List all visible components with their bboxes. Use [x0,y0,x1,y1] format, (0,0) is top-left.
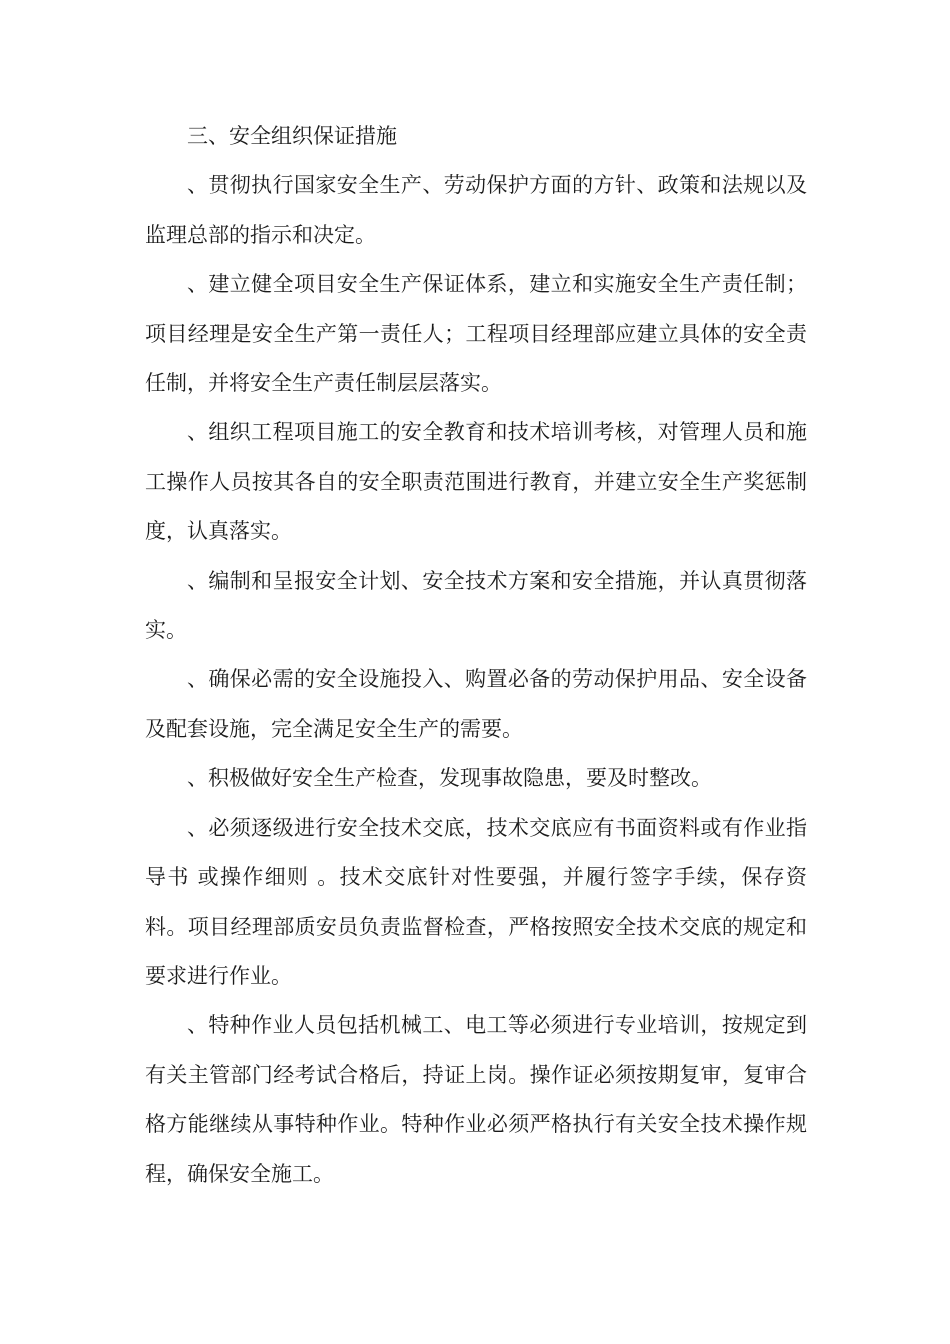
paragraph-7: 、必须逐级进行安全技术交底，技术交底应有书面资料或有作业指导书 或操作细则 。技术交底针对性要强，并履行签字手续，保存资料。项目经理部质安员负责监督检查，严格按照安全技术交底的规定和要求进行作业。 [145,815,807,988]
paragraph-1: 、贯彻执行国家安全生产、劳动保护方面的方针、政策和法规以及监理总部的指示和决定。 [145,173,807,247]
paragraph-5: 、确保必需的安全设施投入、购置必备的劳动保护用品、安全设备及配套设施，完全满足安全生产的需要。 [145,667,807,741]
paragraph-6: 、积极做好安全生产检查，发现事故隐患，要及时整改。 [187,766,712,791]
paragraph-4: 、编制和呈报安全计划、安全技术方案和安全措施，并认真贯彻落实。 [145,568,807,643]
paragraph-3: 、组织工程项目施工的安全教育和技术培训考核，对管理人员和施工操作人员按其各自的安全职责范围进行教育，并建立安全生产奖惩制度，认真落实。 [145,420,807,544]
document-body [145,112,807,1199]
paragraph-8: 、特种作业人员包括机械工、电工等必须进行专业培训，按规定到有关主管部门经考试合格后，持证上岗。操作证必须按期复审，复审合格方能继续从事特种作业。特种作业必须严格执行有关安全技术操作规程，确保安全施工。 [145,1013,807,1186]
paragraph-2: 、建立健全项目安全生产保证体系，建立和实施安全生产责任制；项目经理是安全生产第一责任人；工程项目经理部应建立具体的安全责任制，并将安全生产责任制层层落实。 [145,272,807,396]
section-heading: 三、安全组织保证措施 [187,124,397,148]
